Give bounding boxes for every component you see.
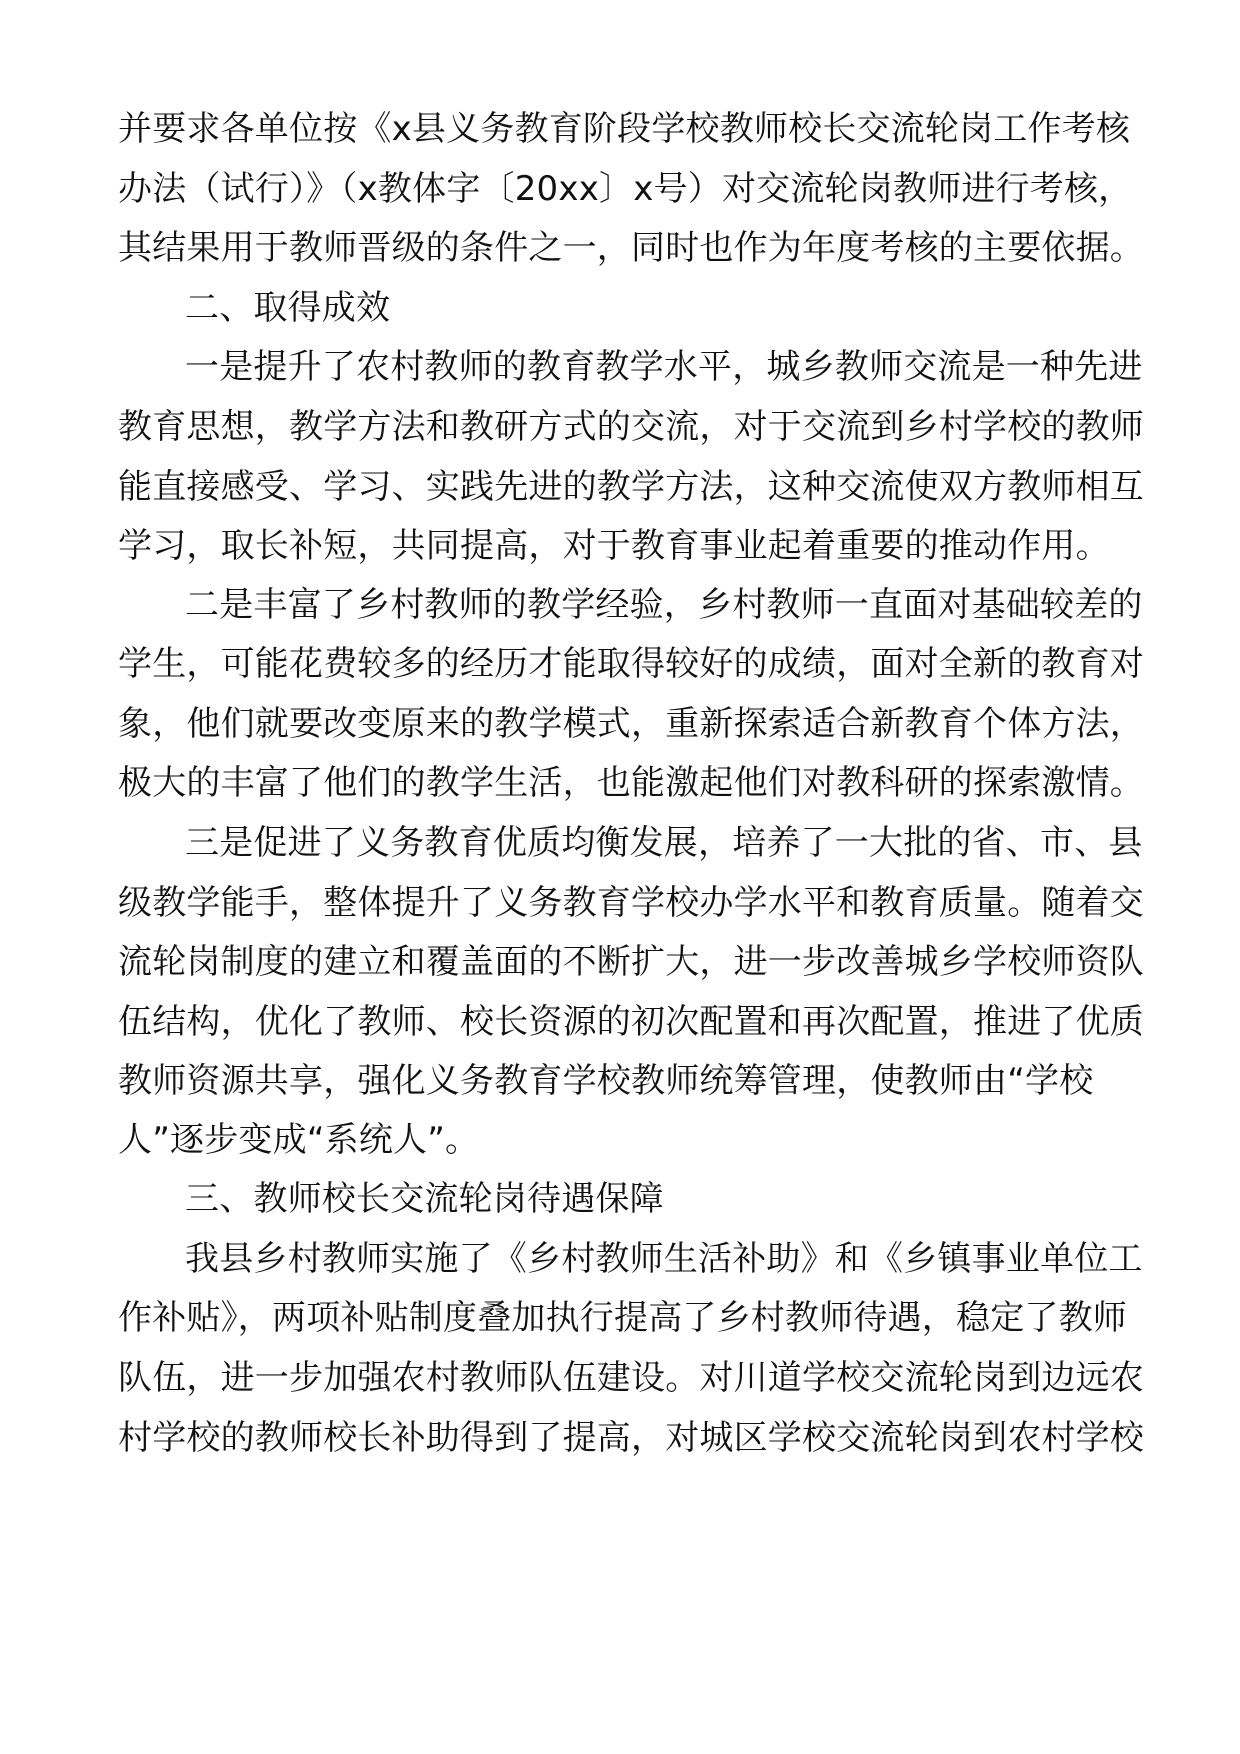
text-line: 村学校的教师校长补助得到了提高，对城区学校交流轮岗到农村学校 bbox=[118, 1418, 1144, 1458]
text-line: 教育思想，教学方法和教研方式的交流，对于交流到乡村学校的教师 bbox=[118, 407, 1144, 447]
text-line: 流轮岗制度的建立和覆盖面的不断扩大，进一步改善城乡学校师资队 bbox=[118, 942, 1144, 982]
text-line: 并要求各单位按《x县义务教育阶段学校教师校长交流轮岗工作考核 bbox=[118, 109, 1131, 149]
text-line: 学生，可能花费较多的经历才能取得较好的成绩，面对全新的教育对 bbox=[118, 644, 1144, 684]
text-line: 级教学能手，整体提升了义务教育学校办学水平和教育质量。随着交 bbox=[118, 883, 1144, 923]
text-line: 伍结构，优化了教师、校长资源的初次配置和再次配置，推进了优质 bbox=[118, 1002, 1144, 1042]
text-line: 学习，取长补短，共同提高，对于教育事业起着重要的推动作用。 bbox=[118, 526, 1110, 566]
text-line: 人”逐步变成“系统人”。 bbox=[118, 1120, 480, 1160]
text-line: 一是提升了农村教师的教育教学水平，城乡教师交流是一种先进 bbox=[185, 347, 1143, 387]
text-line: 我县乡村教师实施了《乡村教师生活补助》和《乡镇事业单位工 bbox=[185, 1239, 1143, 1279]
text-line: 教师资源共享，强化义务教育学校教师统筹管理，使教师由“学校 bbox=[118, 1061, 1094, 1101]
section-heading: 二、取得成效 bbox=[185, 288, 391, 328]
text-line: 办法（试行）》（x教体字〔20xx〕x号）对交流轮岗教师进行考核， bbox=[118, 169, 1133, 209]
text-line: 二是丰富了乡村教师的教学经验，乡村教师一直面对基础较差的 bbox=[185, 585, 1143, 625]
section-heading: 三、教师校长交流轮岗待遇保障 bbox=[185, 1179, 664, 1219]
text-line: 三是促进了义务教育优质均衡发展，培养了一大批的省、市、县 bbox=[185, 823, 1143, 863]
text-line: 极大的丰富了他们的教学生活，也能激起他们对教科研的探索激情。 bbox=[118, 763, 1144, 803]
text-line: 能直接感受、学习、实践先进的教学方法，这种交流使双方教师相互 bbox=[118, 467, 1144, 507]
text-line: 其结果用于教师晋级的条件之一，同时也作为年度考核的主要依据。 bbox=[118, 228, 1144, 268]
text-line: 队伍，进一步加强农村教师队伍建设。对川道学校交流轮岗到边远农 bbox=[118, 1358, 1144, 1398]
text-line: 象，他们就要改变原来的教学模式，重新探索适合新教育个体方法， bbox=[118, 704, 1144, 744]
text-line: 作补贴》，两项补贴制度叠加执行提高了乡村教师待遇，稳定了教师 bbox=[118, 1298, 1127, 1338]
